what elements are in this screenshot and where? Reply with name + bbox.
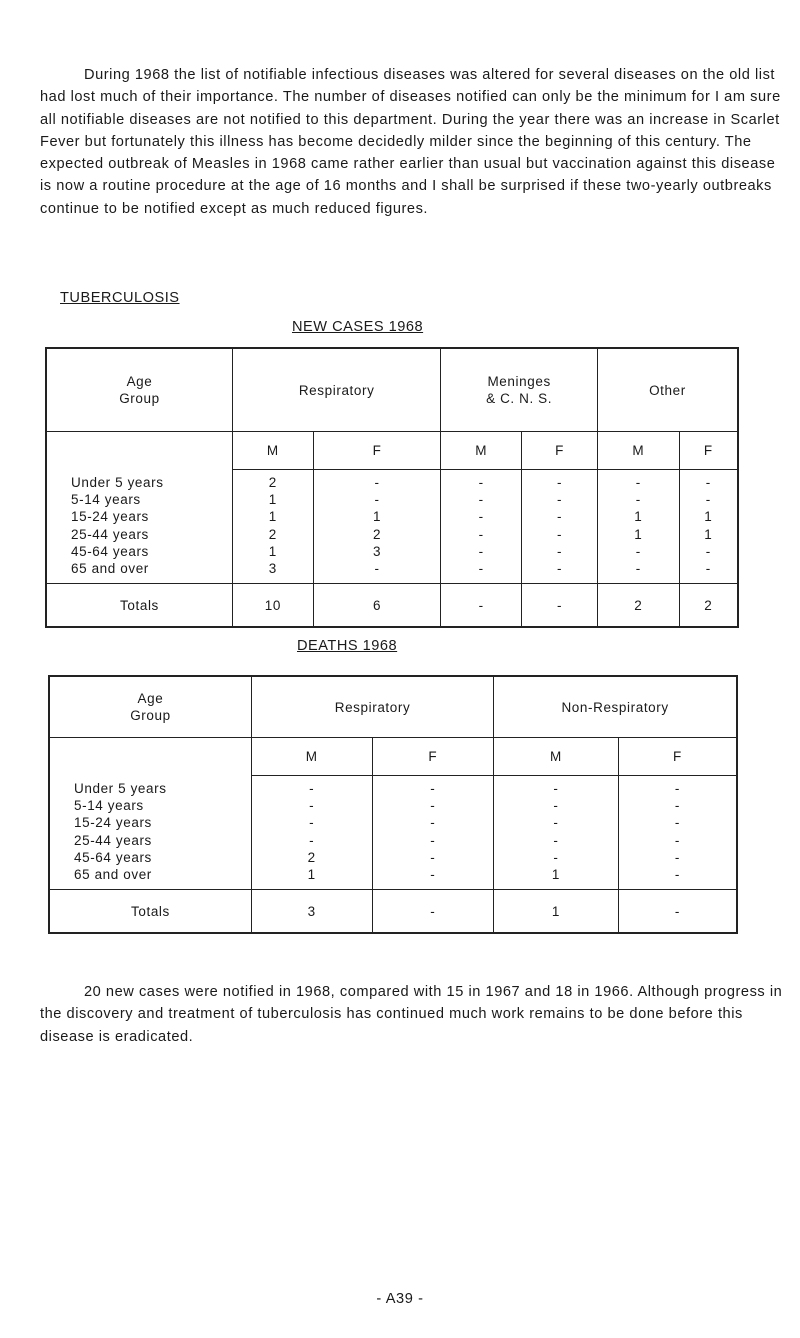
table-row [46, 560, 738, 584]
totals-row [49, 890, 737, 934]
totals-label: Totals [46, 584, 232, 628]
table-row [46, 470, 738, 492]
cell: - [494, 814, 619, 831]
row-label: 65 and over [49, 866, 251, 890]
cell: - [597, 560, 679, 584]
cell: 1 [679, 508, 738, 525]
row-label: 15-24 years [46, 508, 232, 525]
cell: - [372, 832, 494, 849]
sex-header: F [679, 432, 738, 470]
row-label: 45-64 years [46, 543, 232, 560]
respiratory-header: Respiratory [251, 676, 493, 738]
cell: 6 [313, 584, 441, 628]
cell: - [313, 560, 441, 584]
cell: - [251, 776, 372, 798]
sex-header: M [251, 738, 372, 776]
cell: 2 [313, 526, 441, 543]
cell: 1 [679, 526, 738, 543]
totals-label: Totals [49, 890, 251, 934]
cell: - [618, 866, 737, 890]
sex-header: F [372, 738, 494, 776]
other-header: Other [597, 348, 738, 432]
cell: 1 [494, 890, 619, 934]
cell: - [494, 832, 619, 849]
non-respiratory-header: Non-Respiratory [494, 676, 737, 738]
table-row [49, 776, 737, 798]
table-row [49, 814, 737, 831]
cell: - [313, 470, 441, 492]
cell: 2 [679, 584, 738, 628]
new-cases-title: NEW CASES 1968 [292, 319, 424, 335]
table-row [46, 491, 738, 508]
cell: - [618, 797, 737, 814]
table-row [49, 849, 737, 866]
cell: 1 [232, 491, 313, 508]
cell: - [618, 849, 737, 866]
cell: 1 [494, 866, 619, 890]
cell: 2 [232, 526, 313, 543]
section-title: TUBERCULOSIS [60, 290, 180, 306]
cell: - [618, 814, 737, 831]
sex-header: F [313, 432, 441, 470]
cell: - [522, 560, 598, 584]
cell: - [251, 797, 372, 814]
cell: - [441, 526, 522, 543]
cell: 1 [232, 543, 313, 560]
table-row [49, 797, 737, 814]
respiratory-header: Respiratory [232, 348, 440, 432]
row-label: 5-14 years [49, 797, 251, 814]
cell: 2 [251, 849, 372, 866]
sex-header: M [232, 432, 313, 470]
cell: - [597, 543, 679, 560]
cell: - [522, 508, 598, 525]
row-label: 25-44 years [46, 526, 232, 543]
cell: 3 [313, 543, 441, 560]
cell: - [522, 491, 598, 508]
deaths-table [48, 675, 738, 934]
cell: 1 [597, 508, 679, 525]
cell: - [522, 584, 598, 628]
age-group-header: Age Group [49, 676, 251, 738]
table-row [46, 543, 738, 560]
cell: - [372, 814, 494, 831]
cell: - [522, 526, 598, 543]
intro-paragraph: During 1968 the list of notifiable infectious diseases was altered for several diseases on the old list had lost much of their importance. The number of diseases notified can only be the minimum for I am sure all notifiable diseases are not notified to this department. During the year there was an increase in Scarlet Fever but fortunately this illness has become decidedly milder since the beginning of this century. The expected outbreak of Measles in 1968 came rather earlier than usual but vaccination against this disease is now a routine procedure at the age of 16 months and I shall be surprised if these two-yearly outbreaks continue to be notified except as much reduced figures. [40, 67, 781, 217]
cell: - [494, 776, 619, 798]
cell: 1 [232, 508, 313, 525]
cell: - [372, 849, 494, 866]
cell: 1 [597, 526, 679, 543]
page-number: - A39 - [376, 1291, 424, 1307]
cell: 2 [232, 470, 313, 492]
cell: - [597, 470, 679, 492]
cell: - [618, 890, 737, 934]
cell: - [494, 797, 619, 814]
row-label: Under 5 years [49, 776, 251, 798]
age-group-header: Age Group [46, 348, 232, 432]
row-label: 5-14 years [46, 491, 232, 508]
cell: - [441, 560, 522, 584]
cell: 2 [597, 584, 679, 628]
cell: - [618, 776, 737, 798]
table-row [46, 526, 738, 543]
cell: 10 [232, 584, 313, 628]
cell: - [679, 543, 738, 560]
sex-header: M [441, 432, 522, 470]
table-row [49, 866, 737, 890]
table-row [46, 508, 738, 525]
cell: - [618, 832, 737, 849]
row-label: 45-64 years [49, 849, 251, 866]
totals-row [46, 584, 738, 628]
row-label: Under 5 years [46, 470, 232, 492]
cell: - [441, 508, 522, 525]
cell: 1 [251, 866, 372, 890]
cell: - [522, 543, 598, 560]
sex-header: F [522, 432, 598, 470]
cell: - [251, 832, 372, 849]
deaths-title: DEATHS 1968 [297, 638, 398, 654]
cell: - [372, 866, 494, 890]
cell: - [679, 470, 738, 492]
cell: - [441, 543, 522, 560]
cell: - [441, 470, 522, 492]
sex-header: M [494, 738, 619, 776]
meninges-header: Meninges & C. N. S. [441, 348, 598, 432]
cell: - [372, 890, 494, 934]
new-cases-table [45, 347, 739, 628]
cell: - [679, 560, 738, 584]
cell: 3 [251, 890, 372, 934]
cell: - [597, 491, 679, 508]
cell: - [522, 470, 598, 492]
cell: - [372, 776, 494, 798]
closing-paragraph: 20 new cases were notified in 1968, compared with 15 in 1967 and 18 in 1966. Although progress in the discovery and treatment of tuberculosis has continued much work remains to be done before this disease is eradicated. [40, 984, 783, 1045]
row-label: 15-24 years [49, 814, 251, 831]
table-row [49, 832, 737, 849]
sex-header: F [618, 738, 737, 776]
cell: - [441, 584, 522, 628]
row-label: 25-44 years [49, 832, 251, 849]
cell: 3 [232, 560, 313, 584]
cell: - [441, 491, 522, 508]
sex-header: M [597, 432, 679, 470]
row-label: 65 and over [46, 560, 232, 584]
cell: - [679, 491, 738, 508]
cell: - [313, 491, 441, 508]
cell: - [372, 797, 494, 814]
cell: 1 [313, 508, 441, 525]
cell: - [251, 814, 372, 831]
cell: - [494, 849, 619, 866]
